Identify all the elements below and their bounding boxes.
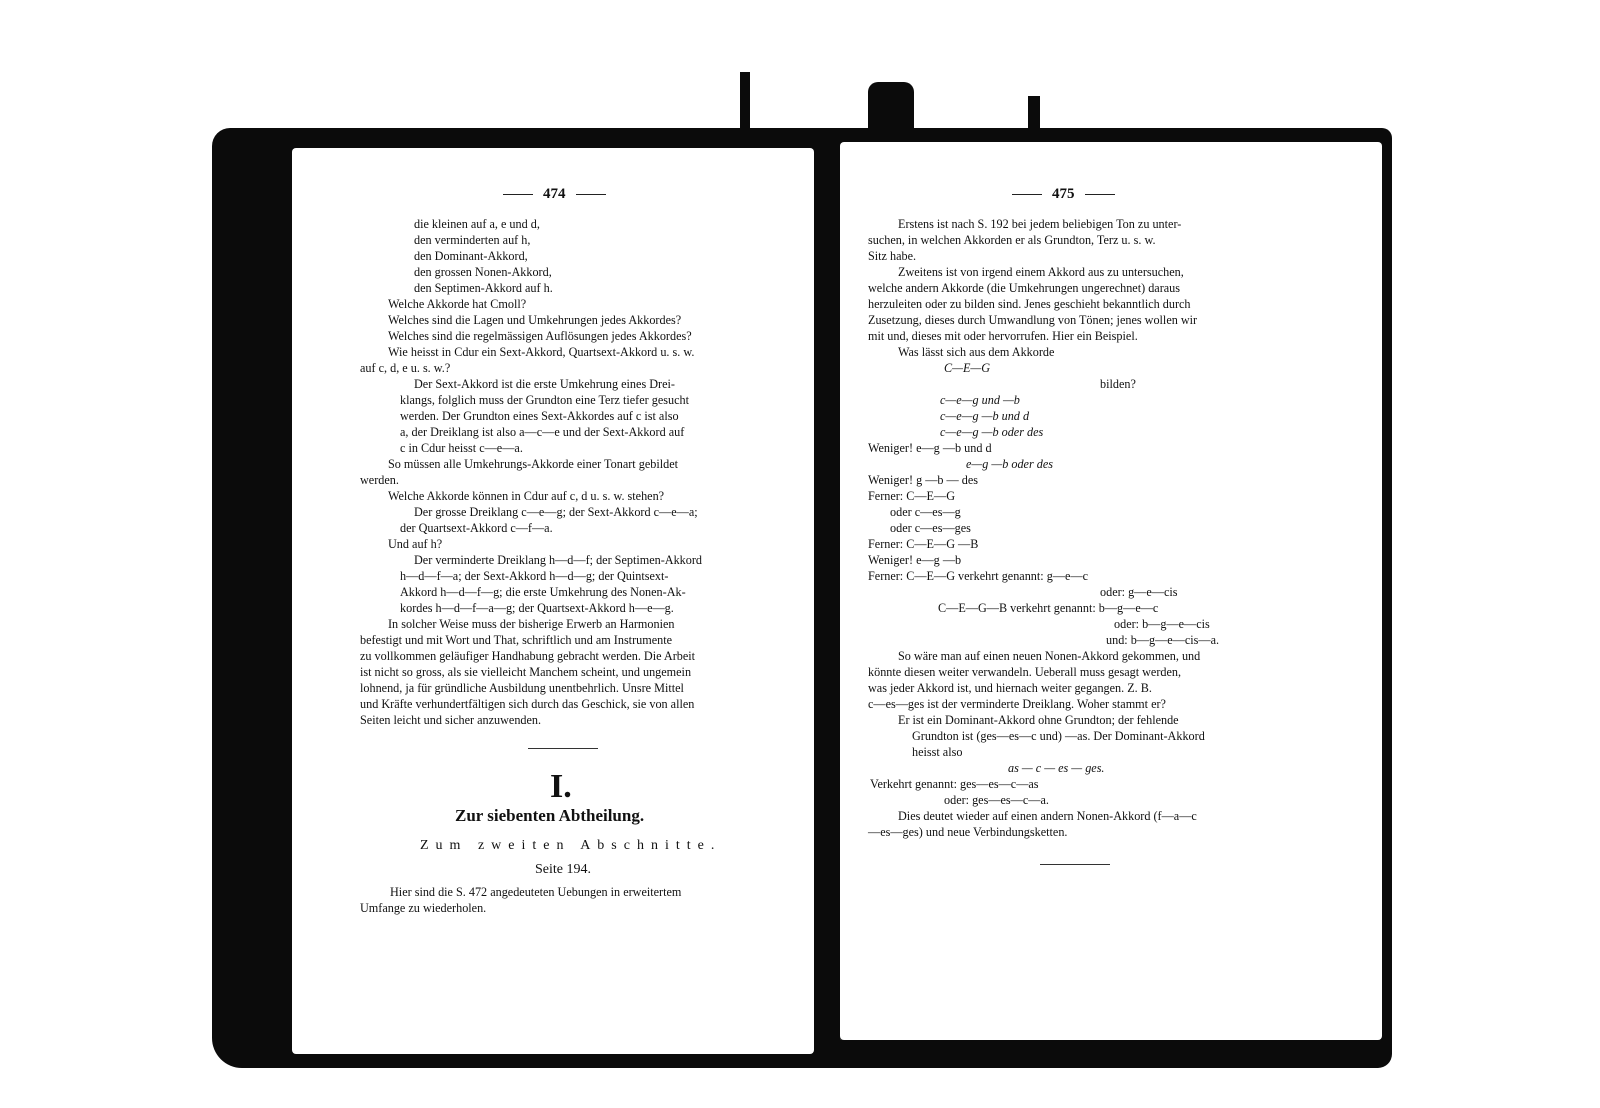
text-line: Ferner: C—E—G [868, 489, 955, 503]
text-line: herzuleiten oder zu bilden sind. Jenes geschieht bekanntlich durch [868, 297, 1191, 311]
text-line: a, der Dreiklang ist also a—c—e und der Sext-Akkord auf [400, 425, 685, 439]
text-line: c—e—g —b oder des [940, 425, 1044, 439]
text-line: werden. Der Grundton eines Sext-Akkordes auf c ist also [400, 409, 679, 423]
text-line: C—E—G [944, 361, 991, 375]
text-line: der Quartsext-Akkord c—f—a. [400, 521, 553, 535]
text-line: In solcher Weise muss der bisherige Erwerb an Harmonien [388, 617, 675, 631]
text-line: Der Sext-Akkord ist die erste Umkehrung eines Drei- [414, 377, 675, 391]
text-line: auf c, d, e u. s. w.? [360, 361, 451, 375]
text-line: Was lässt sich aus dem Akkorde [898, 345, 1055, 359]
text-line: mit und, dieses mit oder hervorrufen. Hier ein Beispiel. [868, 329, 1138, 343]
text-line: Wie heisst in Cdur ein Sext-Akkord, Quartsext-Akkord u. s. w. [388, 345, 695, 359]
text-line: oder c—es—ges [890, 521, 971, 535]
text-line: Weniger! g —b — des [868, 473, 979, 487]
text-line: Sitz habe. [868, 249, 917, 263]
text-line: den Dominant-Akkord, [414, 249, 528, 263]
text-line: Verkehrt genannt: ges—es—c—as [870, 777, 1039, 791]
text-line: Akkord h—d—f—g; die erste Umkehrung des Nonen-Ak- [400, 585, 686, 599]
section-divider [1040, 864, 1110, 865]
text-line: zu vollkommen geläufiger Handhabung gebracht werden. Die Arbeit [360, 649, 696, 663]
text-line: Zweitens ist von irgend einem Akkord aus zu untersuchen, [898, 265, 1184, 279]
text-line: und Kräfte verhundertfältigen sich durch das Geschick, sie von allen [360, 697, 695, 711]
text-line: e—g —b oder des [966, 457, 1053, 471]
text-line: Ferner: C—E—G —B [868, 537, 979, 551]
text-line: c—e—g und —b [940, 393, 1020, 407]
page-reference: Seite 194. [535, 862, 591, 877]
text-line: ist nicht so gross, als sie vielleicht Manchem scheint, und ungemein [360, 665, 692, 679]
section-letter: I. [550, 768, 572, 805]
text-line: oder: g—e—cis [1100, 585, 1178, 599]
text-line: Umfange zu wiederholen. [360, 901, 487, 915]
text-line: Dies deutet wieder auf einen andern Nonen-Akkord (f—a—c [898, 809, 1197, 823]
subsection-heading: Zum zweiten Abschnitte. [420, 838, 722, 853]
text-line: C—E—G—B verkehrt genannt: b—g—e—c [938, 601, 1159, 615]
text-line: Grundton ist (ges—es—c und) —as. Der Dominant-Akkord [912, 729, 1205, 743]
text-line: Welches sind die Lagen und Umkehrungen jedes Akkordes? [388, 313, 682, 327]
text-line: oder: b—g—e—cis [1114, 617, 1210, 631]
text-line: könnte diesen weiter verwandeln. Ueberall muss gesagt werden, [868, 665, 1182, 679]
text-line: Welche Akkorde können in Cdur auf c, d u. s. w. stehen? [388, 489, 665, 503]
text-line: So müssen alle Umkehrungs-Akkorde einer Tonart gebildet [388, 457, 678, 471]
text-line: klangs, folglich muss der Grundton eine Terz tiefer gesucht [400, 393, 689, 407]
text-line: oder c—es—g [890, 505, 961, 519]
text-line: Seiten leicht und sicher anzuwenden. [360, 713, 542, 727]
text-line: Zusetzung, dieses durch Umwandlung von Tönen; jenes wollen wir [868, 313, 1198, 327]
text-line: den verminderten auf h, [414, 233, 531, 247]
text-line: lohnend, ja für gründliche Ausbildung unentbehrlich. Unsre Mittel [360, 681, 684, 695]
text-line: h—d—f—a; der Sext-Akkord h—d—g; der Quintsext- [400, 569, 669, 583]
text-line: Weniger! e—g —b und d [868, 441, 992, 455]
text-line: Erstens ist nach S. 192 bei jedem beliebigen Ton zu unter- [898, 217, 1182, 231]
text-line: Welches sind die regelmässigen Auflösungen jedes Akkordes? [388, 329, 692, 343]
text-line: Und auf h? [388, 537, 443, 551]
text-line: und: b—g—e—cis—a. [1106, 633, 1220, 647]
left-page-number: 474 [503, 186, 606, 203]
text-line: den Septimen-Akkord auf h. [414, 281, 553, 295]
text-line: bilden? [1100, 377, 1136, 391]
text-line: Welche Akkorde hat Cmoll? [388, 297, 527, 311]
text-line: werden. [360, 473, 399, 487]
text-line: Weniger! e—g —b [868, 553, 962, 567]
text-line: c—es—ges ist der verminderte Dreiklang. Woher stammt er? [868, 697, 1166, 711]
text-line: Er ist ein Dominant-Akkord ohne Grundton; der fehlende [898, 713, 1179, 727]
section-title: Zur siebenten Abtheilung. [455, 806, 645, 825]
text-line: was jeder Akkord ist, und hiernach weiter gegangen. Z. B. [868, 681, 1152, 695]
text-line: befestigt und mit Wort und That, schriftlich und am Instrumente [360, 633, 672, 647]
book-gutter [814, 142, 840, 1048]
text-line: —es—ges) und neue Verbindungsketten. [868, 825, 1068, 839]
text-line: kordes h—d—f—a—g; der Quartsext-Akkord h—e—g. [400, 601, 674, 615]
scan-artifact [868, 82, 914, 142]
text-line: Ferner: C—E—G verkehrt genannt: g—e—c [868, 569, 1088, 583]
text-line: c in Cdur heisst c—e—a. [400, 441, 523, 455]
text-line: die kleinen auf a, e und d, [414, 217, 540, 231]
text-line: oder: ges—es—c—a. [944, 793, 1049, 807]
text-line: c—e—g —b und d [940, 409, 1030, 423]
text-line: welche andern Akkorde (die Umkehrungen ungerechnet) daraus [868, 281, 1181, 295]
text-line: suchen, in welchen Akkorden er als Grundton, Terz u. s. w. [868, 233, 1156, 247]
text-line: den grossen Nonen-Akkord, [414, 265, 552, 279]
text-line: Der verminderte Dreiklang h—d—f; der Septimen-Akkord [414, 553, 703, 567]
scan-artifact [1028, 96, 1040, 144]
text-line: heisst also [912, 745, 963, 759]
right-page-number: 475 [1012, 186, 1115, 203]
section-divider [528, 748, 598, 749]
text-line: as — c — es — ges. [1008, 761, 1105, 775]
scan-artifact [740, 72, 750, 142]
text-line: Der grosse Dreiklang c—e—g; der Sext-Akkord c—e—a; [414, 505, 698, 519]
text-line: Hier sind die S. 472 angedeuteten Uebungen in erweitertem [390, 885, 682, 899]
text-line: So wäre man auf einen neuen Nonen-Akkord gekommen, und [898, 649, 1201, 663]
